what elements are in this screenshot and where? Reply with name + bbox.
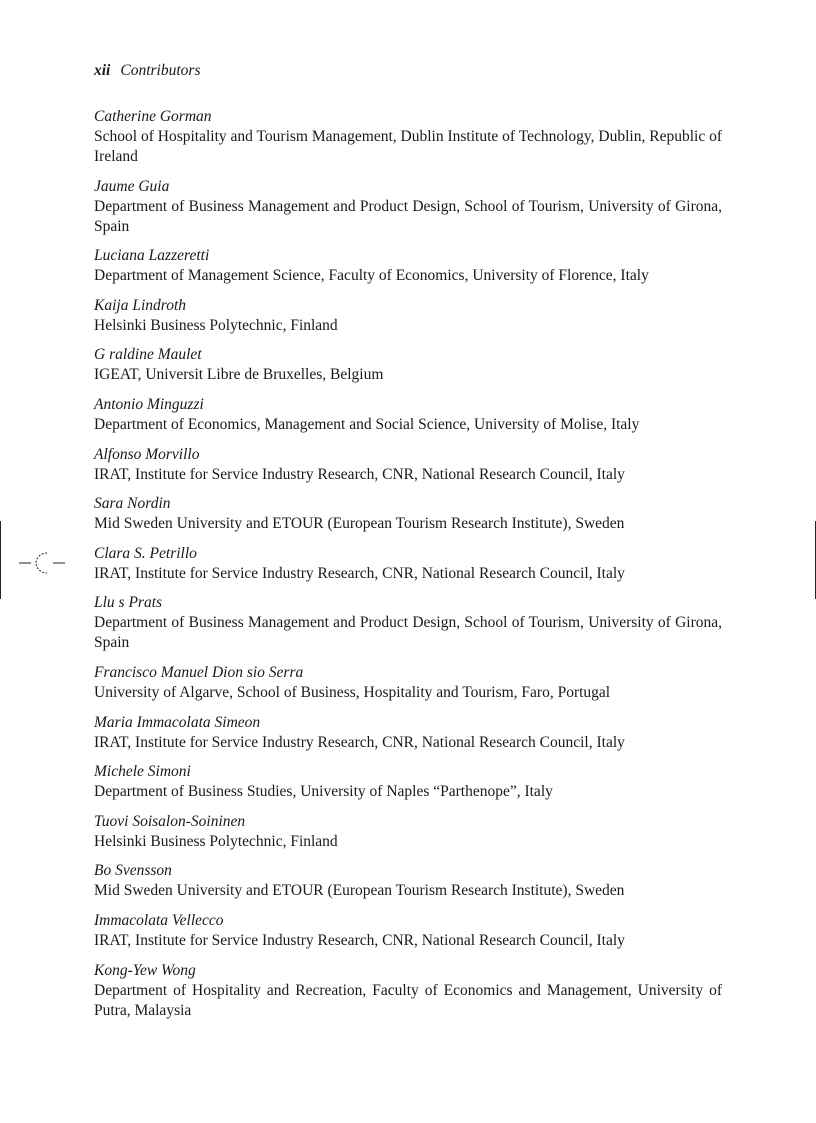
contributor-entry	[94, 395, 722, 435]
page-number: xii	[94, 62, 111, 79]
contributor-entry	[94, 445, 722, 485]
contributor-affiliation: University of Algarve, School of Business, Hospitality and Tourism, Faro, Portugal	[94, 683, 611, 701]
contributor-entry	[94, 107, 722, 167]
contributor-name: Sara Nordin	[94, 495, 171, 513]
contributor-entry	[94, 177, 722, 237]
contributor-affiliation: IRAT, Institute for Service Industry Research, CNR, National Research Council, Italy	[94, 733, 625, 751]
contributor-entry	[94, 246, 722, 286]
contributor-affiliation: IGEAT, Universit Libre de Bruxelles, Belgium	[94, 366, 384, 384]
contributor-entry	[94, 296, 722, 336]
contributor-affiliation: Department of Business Studies, University of Naples “Parthenope”, Italy	[94, 783, 553, 801]
contributor-name: Kong-Yew Wong	[94, 961, 196, 979]
contributor-affiliation: Mid Sweden University and ETOUR (European Tourism Research Institute), Sweden	[94, 882, 625, 900]
contributor-entry	[94, 494, 722, 534]
crop-mark-left	[0, 521, 1, 599]
contributor-name: Clara S. Petrillo	[94, 544, 197, 562]
contributor-affiliation: School of Hospitality and Tourism Management, Dublin Institute of Technology, Dublin, Republic of Ireland	[94, 128, 722, 165]
contributor-affiliation: Helsinki Business Polytechnic, Finland	[94, 832, 338, 850]
contributor-name: Tuovi Soisalon-Soininen	[94, 812, 246, 830]
contributor-name: Jaume Guia	[94, 177, 170, 195]
contributor-affiliation: Department of Business Management and Product Design, School of Tourism, University of Girona, Spain	[94, 614, 722, 652]
contributors-list	[94, 107, 722, 1030]
contributor-affiliation: Department of Hospitality and Recreation, Faculty of Economics and Management, University of Putra, Malaysia	[94, 981, 722, 1019]
contributor-name: Immacolata Vellecco	[94, 911, 224, 929]
contributor-name: Antonio Minguzzi	[94, 395, 204, 413]
running-header	[94, 61, 200, 81]
contributor-affiliation: IRAT, Institute for Service Industry Research, CNR, National Research Council, Italy	[94, 465, 625, 483]
contributor-affiliation: IRAT, Institute for Service Industry Research, CNR, National Research Council, Italy	[94, 931, 625, 949]
contributor-name: Luciana Lazzeretti	[94, 247, 210, 265]
contributor-affiliation: IRAT, Institute for Service Industry Research, CNR, National Research Council, Italy	[94, 564, 625, 582]
contributor-affiliation: Department of Management Science, Faculty of Economics, University of Florence, Italy	[94, 267, 649, 285]
contributor-entry	[94, 762, 722, 802]
contributor-entry	[94, 911, 722, 951]
contributor-entry	[94, 861, 722, 901]
contributor-affiliation: Department of Business Management and Product Design, School of Tourism, University of Girona, Spain	[94, 197, 722, 235]
contributor-name: Bo Svensson	[94, 862, 172, 880]
contributor-name: G raldine Maulet	[94, 346, 202, 364]
contributor-affiliation: Mid Sweden University and ETOUR (European Tourism Research Institute), Sweden	[94, 515, 625, 533]
contributor-name: Francisco Manuel Dion sio Serra	[94, 663, 304, 681]
contributor-name: Llu s Prats	[94, 594, 163, 612]
contributor-name: Catherine Gorman	[94, 108, 212, 125]
contributor-entry	[94, 593, 722, 653]
contributor-entry	[94, 713, 722, 753]
contributor-name: Maria Immacolata Simeon	[94, 713, 261, 731]
contributor-affiliation: Helsinki Business Polytechnic, Finland	[94, 316, 338, 334]
contributor-entry	[94, 961, 722, 1021]
section-title: Contributors	[120, 62, 201, 79]
contributor-entry	[94, 345, 722, 385]
contributor-entry	[94, 812, 722, 852]
contributor-entry	[94, 663, 722, 703]
contributor-affiliation: Department of Economics, Management and Social Science, University of Molise, Italy	[94, 415, 640, 433]
contributor-name: Kaija Lindroth	[94, 296, 187, 314]
contributor-name: Michele Simoni	[94, 763, 191, 781]
contributor-name: Alfonso Morvillo	[94, 445, 200, 463]
contributor-entry	[94, 544, 722, 584]
registration-mark-icon	[19, 550, 65, 576]
